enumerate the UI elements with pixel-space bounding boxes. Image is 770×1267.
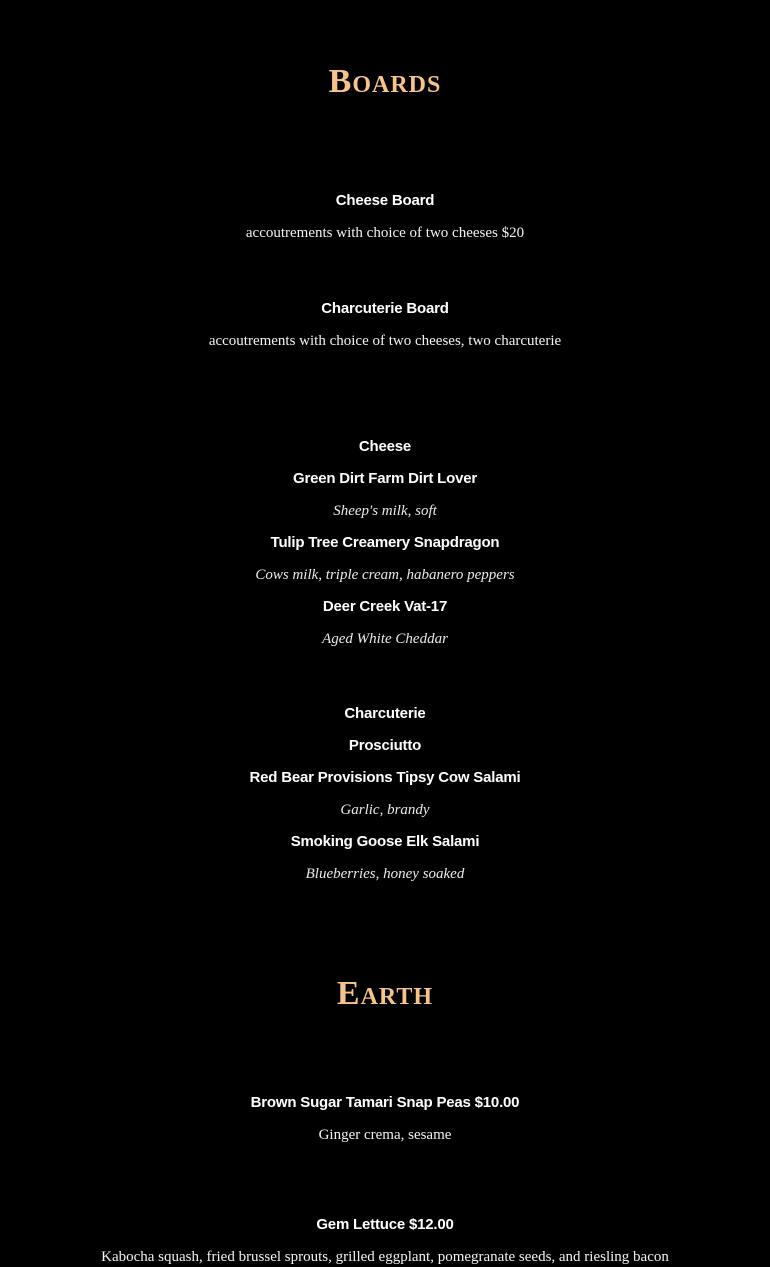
- charcuterie-item-name: Smoking Goose Elk Salami: [290, 833, 480, 850]
- charcuterie-heading: Charcuterie: [344, 705, 426, 722]
- cheese-heading: Cheese: [358, 438, 412, 455]
- cheese-item-note: Cows milk, triple cream, habanero peppers: [255, 567, 515, 583]
- cheese-item-name: Green Dirt Farm Dirt Lover: [292, 470, 477, 487]
- cheese-board-description: accoutrements with choice of two cheeses $20: [245, 225, 525, 241]
- charcuterie-item-name: Red Bear Provisions Tipsy Cow Salami: [249, 769, 521, 786]
- charcuterie-board-name: Charcuterie Board: [321, 300, 449, 317]
- section-title-earth: Earth: [336, 975, 434, 1012]
- charcuterie-item-note: Garlic, brandy: [340, 802, 430, 818]
- section-title-boards: Boards: [328, 63, 442, 100]
- cheese-item-note: Aged White Cheddar: [322, 631, 448, 647]
- charcuterie-item-note: Blueberries, honey soaked: [305, 866, 465, 882]
- cheese-item-name: Deer Creek Vat-17: [322, 598, 448, 615]
- earth-item-name: Gem Lettuce $12.00: [316, 1216, 454, 1233]
- cheese-item-name: Tulip Tree Creamery Snapdragon: [270, 534, 500, 551]
- cheese-item-note: Sheep's milk, soft: [333, 503, 437, 519]
- earth-item-description: Ginger crema, sesame: [318, 1127, 452, 1143]
- charcuterie-item-name: Prosciutto: [348, 737, 422, 754]
- earth-item-name: Brown Sugar Tamari Snap Peas $10.00: [250, 1094, 520, 1111]
- earth-item-description: Kabocha squash, fried brussel sprouts, grilled eggplant, pomegranate seeds, and riesling bacon: [101, 1249, 669, 1265]
- charcuterie-board-description: accoutrements with choice of two cheeses, two charcuterie: [208, 333, 562, 349]
- cheese-board-name: Cheese Board: [335, 192, 435, 209]
